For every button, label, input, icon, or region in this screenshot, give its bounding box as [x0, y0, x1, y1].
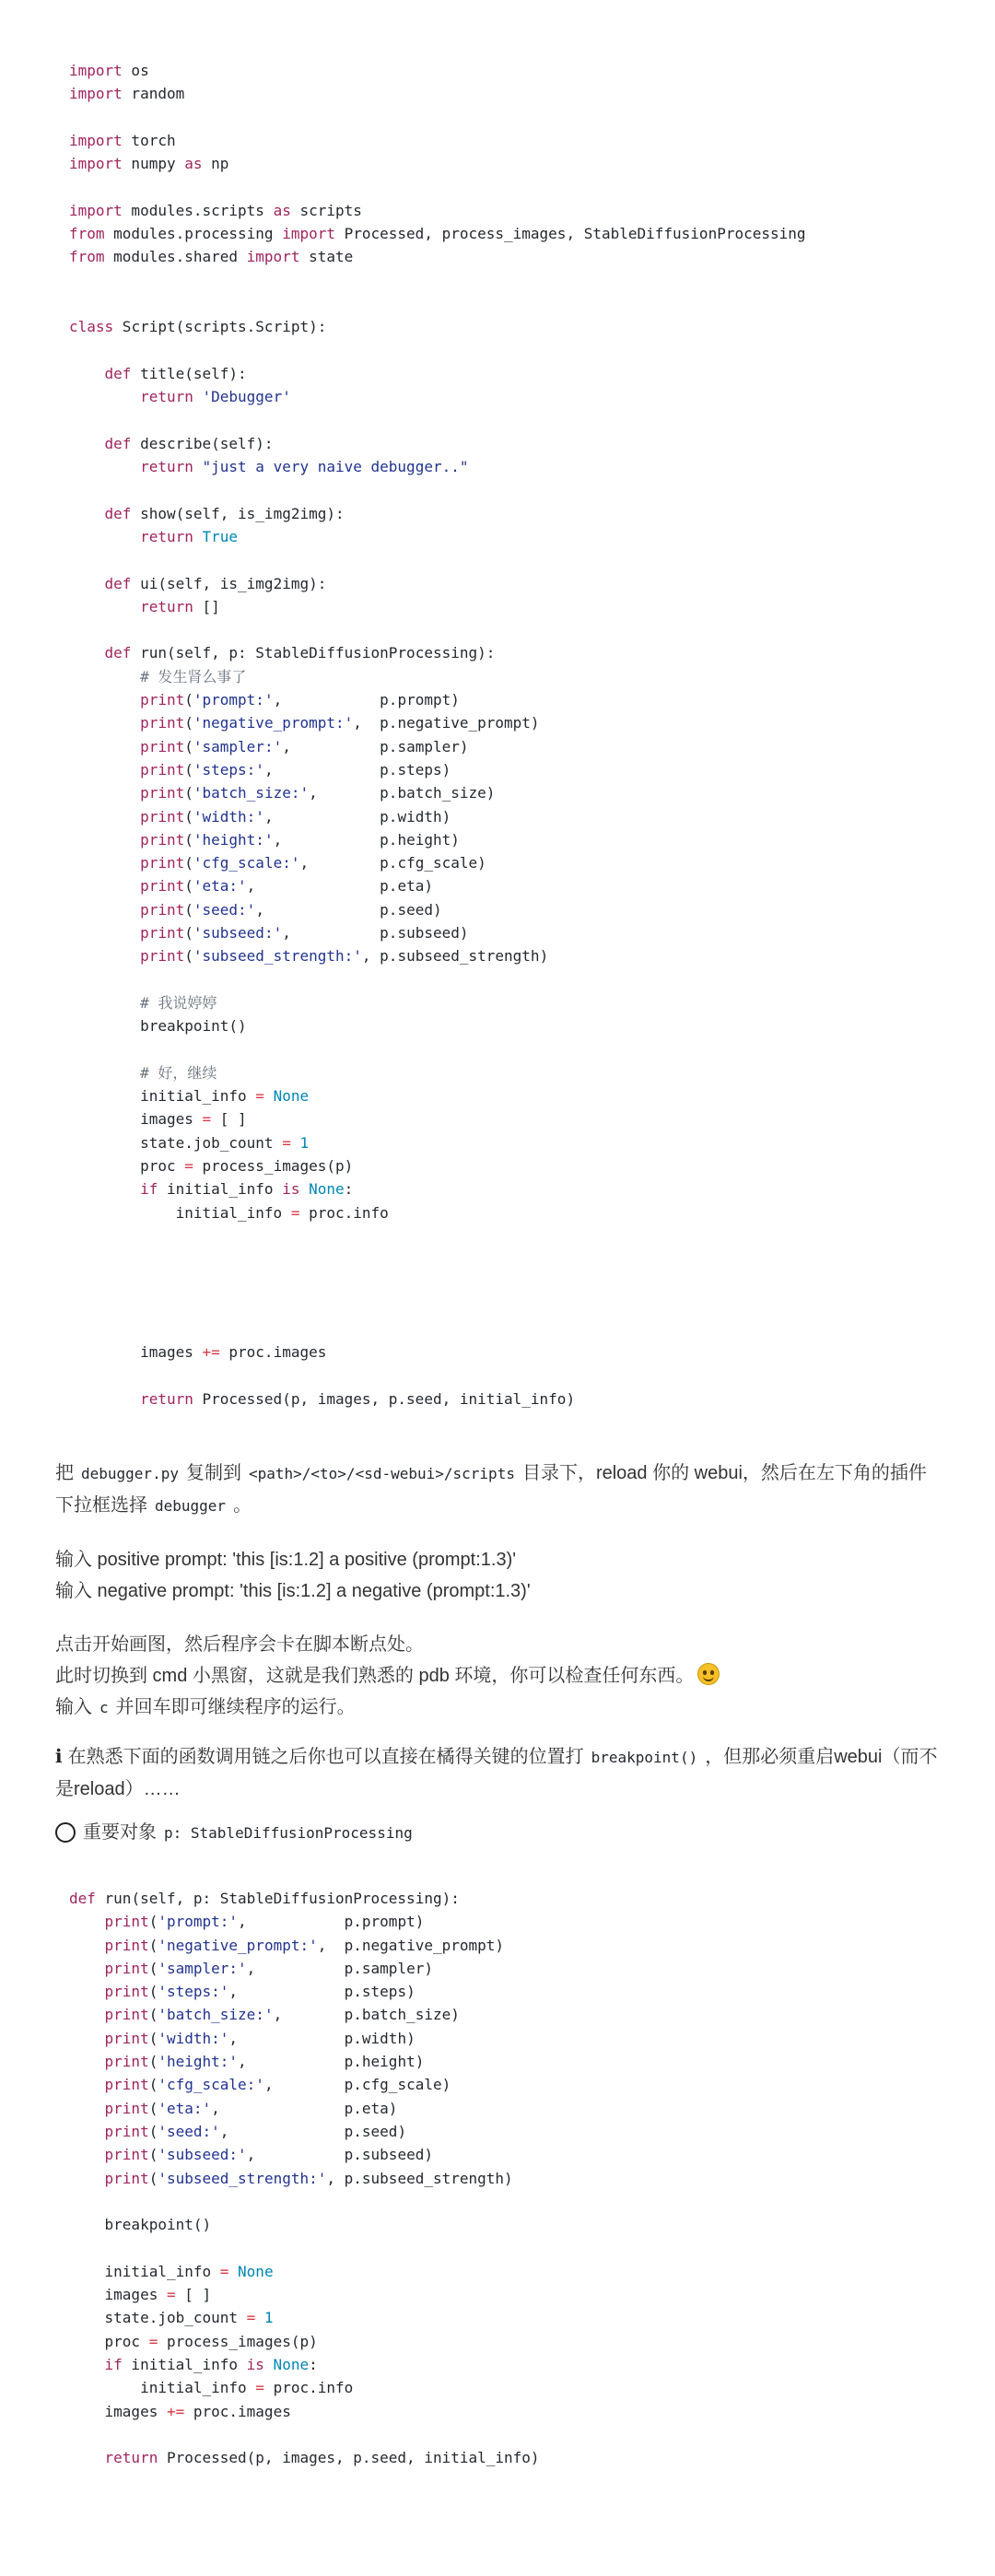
instruction-prompts: 输入 positive prompt: 'this [is:1.2] a positive (prompt:1.3)' 输入 negative prompt: 'this [is:1.2] a negative (prompt:1.3)' [55, 1550, 531, 1601]
inline-code-type: p: StableDiffusionProcessing [164, 1824, 413, 1842]
instruction-run: 点击开始画图，然后程序会卡在脚本断点处。 此时切换到 cmd 小黑窗，这就是我们熟悉的 pdb 环境，你可以检查任何东西。 输入 c 并回车即可继续程序的运行。 [55, 1629, 940, 1724]
circle-icon [55, 1822, 76, 1843]
important-object-heading: 重要对象 p: StableDiffusionProcessing [55, 1817, 940, 1849]
inline-code-breakpoint: breakpoint() [591, 1749, 698, 1766]
code-block-run-method: def run(self, p: StableDiffusionProcessing): print('prompt:', p.prompt) print('negative_prompt:', p.negative_prompt) print('sampler:', p.sampler) print('steps:', p.steps) print('batch_size:', p.batch_size) print('width:', p.width) print('height:', p.height) print('cfg_scale:', p.cfg_scale) print('eta:', p.eta) print('seed:', p.seed) print('subseed:', p.subseed) print('subseed_strength:', p.subseed_strength) breakpoint() initial_info = None images = [ ] state.job_count = 1 proc = process_images(p) if initial_info is None: initial_info = proc.info images += proc.images return Processed(p, images, p.seed, initial_info) [69, 1890, 540, 2467]
code-block-script: import os import random import torch import numpy as np import modules.scripts as scripts from modules.processing import Processed, process_images, StableDiffusionProcessing from modules.shared import state class Script(scripts.Script): def title(self): return 'Debugger' def describe(self): return "just a very naive debugger.." def show(self, is_img2img): return True def ui(self, is_img2img): return [] def run(self, p: StableDiffusionProcessing): # 发生肾么事了 print('prompt:', p.prompt) print('negative_prompt:', p.negative_prompt) print('sampler:', p.sampler) print('steps:', p.steps) print('batch_size:', p.batch_size) print('width:', p.width) print('height:', p.height) print('cfg_scale:', p.cfg_scale) print('eta:', p.eta) print('seed:', p.seed) print('subseed:', p.subseed) print('subseed_strength:', p.subseed_strength) # 我说婷婷 breakpoint() # 好，继续 initial_info = None images = [ ] state.job_count = 1 proc = process_images(p) if initial_info is None: initial_info = proc.info images += proc.images return Processed(p, images, p.seed, initial_info) [69, 62, 806, 1408]
inline-code-continue: c [100, 1699, 109, 1716]
inline-code-path: <path>/<to>/<sd-webui>/scripts [248, 1465, 515, 1482]
inline-code-filename: debugger.py [81, 1465, 179, 1482]
info-icon: ℹ [55, 1747, 63, 1767]
instruction-copy-script: 把 debugger.py 复制到 <path>/<to>/<sd-webui>/scripts 目录下，reload 你的 webui，然后在左下角的插件下拉框选择 debugger 。 [55, 1463, 927, 1516]
grinning-face-icon [697, 1663, 720, 1685]
instruction-breakpoint-tip: ℹ 在熟悉下面的函数调用链之后你也可以直接在橘得关键的位置打 breakpoint() ，但那必须重启webui（而不是reload）…… [55, 1747, 938, 1799]
inline-code-debugger: debugger [155, 1497, 227, 1515]
